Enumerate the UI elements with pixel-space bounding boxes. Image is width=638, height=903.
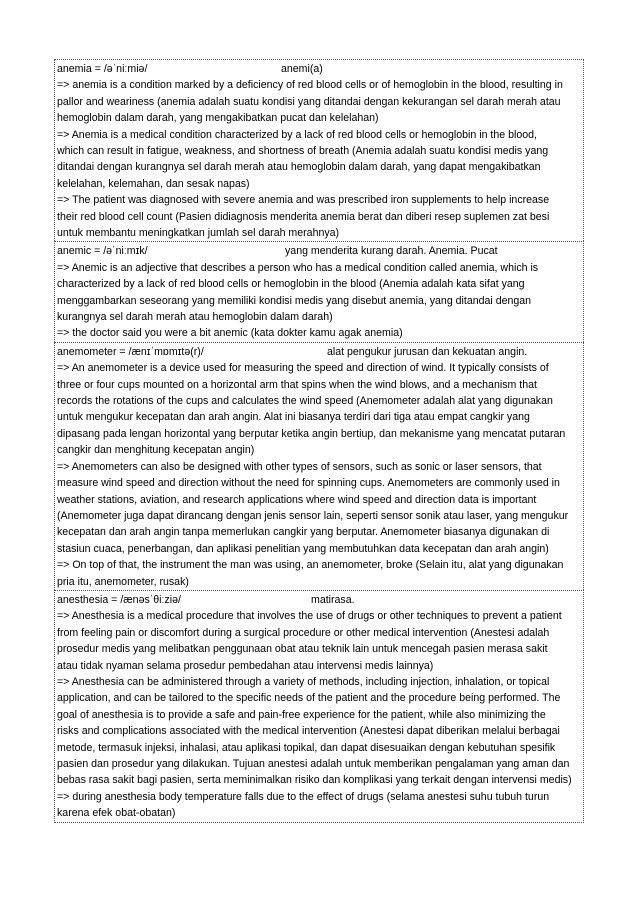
entry-anemia	[54, 59, 584, 241]
entry-term: anemic = /əˈniːmɪk/	[57, 245, 148, 258]
entry-line: => Anemic is an adjective that describes a person who has a medical condition called anemia, which is	[57, 261, 539, 274]
entry-meaning: matirasa.	[311, 593, 355, 606]
entry-line: untuk membantu meningkatkan jumlah sel darah merahnya)	[57, 227, 340, 240]
entry-term: anesthesia = /ænəsˈθiːziə/	[57, 593, 181, 606]
entry-line: stasiun cuaca, penerbangan, dan aplikasi penelitian yang membutuhkan data kecepatan dan arah angin)	[57, 542, 549, 555]
entry-line: from feeling pain or discomfort during a surgical procedure or other medical intervention (Anestesi adalah	[57, 626, 550, 639]
entry-line: => Anesthesia can be administered through a variety of methods, including injection, inhalation, or topical	[57, 675, 550, 688]
entry-meaning: yang menderita kurang darah. Anemia. Pucat	[285, 245, 498, 258]
entry-line: application, and can be tailored to the specific needs of the patient and the procedure being performed. The	[57, 692, 561, 705]
entry-line: => during anesthesia body temperature falls due to the effect of drugs (selama anestesi suhu tubuh turun	[57, 790, 550, 803]
entry-line: kelelahan, kelemahan, dan sesak napas)	[57, 177, 250, 190]
entry-line: cangkir dan menghitung kecepatan angin)	[57, 444, 255, 457]
entry-headline	[57, 243, 581, 259]
entry-line: weather stations, aviation, and research applications where wind speed and direction data is important	[57, 493, 537, 506]
entry-meaning: anemi(a)	[281, 63, 323, 75]
entry-line: records the rotations of the cups and calculates the wind speed (Anemometer adalah alat yang digunakan	[57, 395, 553, 408]
entry-line: => Anemia is a medical condition characterized by a lack of red blood cells or hemoglobin in the blood,	[57, 128, 537, 141]
entry-line: => Anesthesia is a medical procedure that involves the use of drugs or other techniques to prevent a patient	[57, 610, 562, 623]
entry-line: untuk mengukur kecepatan dan arah angin. Alat ini biasanya terdiri dari tiga atau empat cangkir yang	[57, 411, 530, 424]
entry-line: their red blood cell count (Pasien didiagnosis menderita anemia berat dan diberi resep suplemen zat besi	[57, 210, 550, 223]
entry-line: measure wind speed and direction without the need for spinning cups. Anemometers are commonly used in	[57, 477, 560, 490]
entry-anemic	[54, 241, 584, 341]
entry-line: prosedur medis yang melibatkan penggunaan obat atau teknik lain untuk mencegah pasien merasa sakit	[57, 643, 548, 656]
entry-line: karena efek obat-obatan)	[57, 807, 176, 820]
entry-line: risks and complications associated with the medical intervention (Anestesi dapat diberikan melalui berbagai	[57, 725, 560, 738]
entry-line: hemoglobin dalam darah, yang mengakibatkan pucat dan kelelahan)	[57, 112, 379, 125]
entry-line: which can result in fatigue, weakness, and shortness of breath (Anemia adalah suatu kondisi medis yang	[57, 145, 549, 158]
entry-line: => the doctor said you were a bit anemic (kata dokter kamu agak anemia)	[57, 327, 403, 340]
entry-headline	[57, 592, 581, 608]
entry-headline	[57, 61, 581, 77]
entry-line: metode, termasuk injeksi, inhalasi, atau aplikasi topikal, dan dapat disesuaikan dengan kebutuhan spesifik	[57, 741, 556, 754]
entry-line: menggambarkan seseorang yang memiliki kondisi medis yang disebut anemia, yang ditandai dengan	[57, 294, 532, 307]
entry-line: pasien dan prosedur yang dilakukan. Tujuan anestesi adalah untuk memberikan pengalaman yang aman dan	[57, 758, 570, 770]
vocabulary-document	[54, 59, 584, 823]
entry-meaning: alat pengukur jurusan dan kekuatan angin.	[327, 345, 528, 358]
entry-line: => On top of that, the instrument the man was using, an anemometer, broke (Selain itu, alat yang digunakan	[57, 559, 564, 572]
entry-line: => The patient was diagnosed with severe anemia and was prescribed iron supplements to help increase	[57, 194, 550, 207]
entry-line: goal of anesthesia is to provide a safe and pain-free experience for the patient, while also minimizing the	[57, 708, 546, 721]
entry-term: anemometer = /ænɪˈmɒmɪtə(r)/	[57, 345, 204, 358]
entry-line: kecepatan dan arah angin tanpa memerlukan cangkir yang berputar. Anemometer biasanya digunakan di	[57, 526, 550, 539]
entry-anesthesia	[54, 590, 584, 823]
entry-line: pallor and weariness (anemia adalah suatu kondisi yang ditandai dengan kekurangan sel darah merah atau	[57, 95, 561, 108]
entry-line: => anemia is a condition marked by a deficiency of red blood cells or of hemoglobin in the blood, resulting in	[57, 79, 563, 92]
entry-line: bebas rasa sakit bagi pasien, serta meminimalkan risiko dan komplikasi yang terkait dengan intervensi medis)	[57, 774, 572, 787]
entry-line: pria itu, anemometer, rusak)	[57, 575, 189, 588]
entry-line: ditandai dengan kurangnya sel darah merah atau hemoglobin dalam darah, yang dapat mengakibatkan	[57, 161, 541, 174]
entry-term: anemia = /əˈniːmiə/	[57, 63, 148, 75]
entry-line: dipasang pada lengan horizontal yang berputar ketika angin bertiup, dan mekanisme yang mencatat putaran	[57, 427, 566, 440]
entry-line: characterized by a lack of red blood cells or hemoglobin in the blood (Anemia adalah kata sifat yang	[57, 278, 525, 291]
entry-headline	[57, 344, 581, 360]
entry-line: kurangnya sel darah merah atau hemoglobin dalam darah)	[57, 311, 333, 324]
entry-line: (Anemometer juga dapat dirancang dengan jenis sensor lain, seperti sensor sonik atau laser, yang mengukur	[57, 509, 569, 522]
entry-line: => Anemometers can also be designed with other types of sensors, such as sonic or laser sensors, that	[57, 460, 542, 473]
entry-anemometer	[54, 342, 584, 590]
entry-line: three or four cups mounted on a horizontal arm that spins when the wind blows, and a mechanism that	[57, 378, 537, 391]
entry-line: atau tidak nyaman selama prosedur pembedahan atau intervensi medis lainnya)	[57, 659, 434, 672]
entry-line: => An anemometer is a device used for measuring the speed and direction of wind. It typically consists of	[57, 362, 549, 375]
